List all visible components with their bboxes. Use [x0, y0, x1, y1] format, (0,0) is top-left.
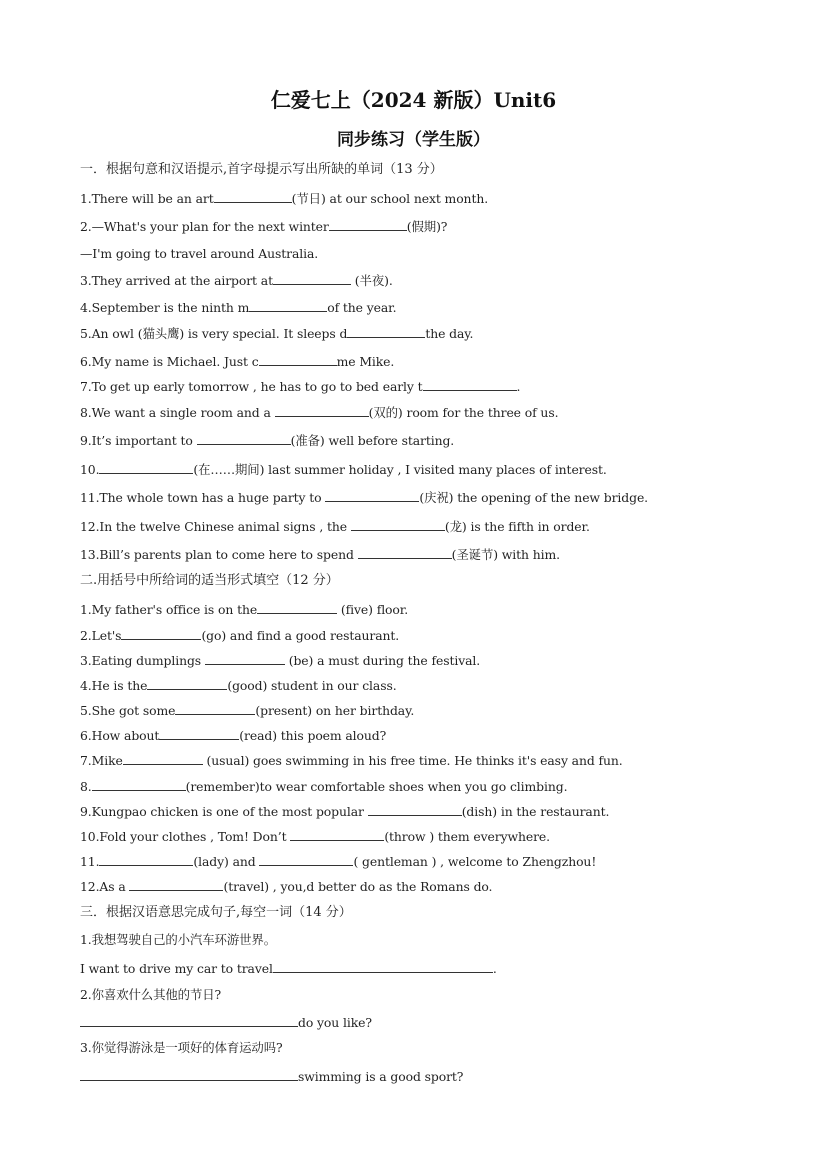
s2-item-12: 12.As a (travel) , you,d better do as the Romans do.	[80, 879, 493, 894]
section1-heading: 一．根据句意和汉语提示,首字母提示写出所缺的单词（13 分）	[80, 162, 443, 177]
answer-blank[interactable]	[80, 1068, 298, 1081]
answer-blank[interactable]	[147, 677, 227, 690]
answer-blank[interactable]	[368, 803, 462, 816]
answer-blank[interactable]	[214, 190, 292, 203]
s2-item-2: 2.Let's (go) and find a good restaurant.	[80, 628, 400, 643]
s1-item-5: 5.An owl (猫头鹰) is very special. It sleeps d the day.	[80, 326, 474, 341]
s2-item-11: 11. (lady) and ( gentleman ) , welcome to Zhengzhou!	[80, 854, 597, 869]
s3-item-3-cn: 3.你觉得游泳是一项好的体育运动吗?	[80, 1040, 283, 1055]
s2-item-3: 3.Eating dumplings (be) a must during the festival.	[80, 653, 481, 668]
answer-blank[interactable]	[159, 727, 239, 740]
s3-item-2: do you like?	[80, 1014, 372, 1031]
s1-item-4: 4.September is the ninth m of the year.	[80, 300, 397, 315]
s1-item-1: 1.There will be an art (节日) at our school next month.	[80, 191, 489, 206]
s1-item-2-reply: —I'm going to travel around Australia.	[80, 246, 319, 261]
s2-item-6: 6.How about (read) this poem aloud?	[80, 728, 387, 743]
answer-blank[interactable]	[129, 878, 223, 891]
page-subtitle: 同步练习（学生版）	[337, 130, 490, 150]
s2-item-8: 8. (remember)to wear comfortable shoes when you go climbing.	[80, 779, 568, 794]
answer-blank[interactable]	[249, 299, 327, 312]
s1-item-10: 10. (在……期间) last summer holiday , I visited many places of interest.	[80, 462, 607, 477]
answer-blank[interactable]	[358, 546, 452, 559]
page-title: 仁爱七上（2024 新版）Unit6	[270, 88, 557, 112]
s1-item-6: 6.My name is Michael. Just c me Mike.	[80, 354, 395, 369]
answer-blank[interactable]	[423, 378, 517, 391]
answer-blank[interactable]	[99, 461, 193, 474]
answer-blank[interactable]	[257, 601, 337, 614]
s3-item-3: swimming is a good sport?	[80, 1068, 463, 1085]
answer-blank[interactable]	[175, 702, 255, 715]
answer-blank[interactable]	[347, 325, 425, 338]
s1-item-7: 7.To get up early tomorrow , he has to go to bed early t .	[80, 379, 521, 394]
answer-blank[interactable]	[273, 960, 493, 973]
answer-blank[interactable]	[273, 272, 351, 285]
answer-blank[interactable]	[290, 828, 384, 841]
s2-item-7: 7.Mike (usual) goes swimming in his free time. He thinks it's easy and fun.	[80, 753, 623, 768]
s3-item-1-cn: 1.我想驾驶自己的小汽车环游世界。	[80, 932, 276, 947]
s1-item-2: 2.—What's your plan for the next winter (假期)?	[80, 219, 448, 234]
s1-item-13: 13.Bill’s parents plan to come here to spend (圣诞节) with him.	[80, 547, 561, 562]
answer-blank[interactable]	[205, 652, 285, 665]
answer-blank[interactable]	[197, 432, 291, 445]
section2-heading: 二.用括号中所给词的适当形式填空（12 分）	[80, 573, 339, 588]
answer-blank[interactable]	[259, 853, 353, 866]
answer-blank[interactable]	[123, 752, 203, 765]
answer-blank[interactable]	[99, 853, 193, 866]
answer-blank[interactable]	[92, 778, 186, 791]
s3-item-2-cn: 2.你喜欢什么其他的节日?	[80, 987, 222, 1002]
s1-item-8: 8.We want a single room and a (双的) room for the three of us.	[80, 405, 559, 420]
answer-blank[interactable]	[259, 353, 337, 366]
s2-item-1: 1.My father's office is on the (five) floor.	[80, 602, 409, 617]
s1-item-3: 3.They arrived at the airport at (半夜).	[80, 273, 393, 288]
s1-item-9: 9.It’s important to (准备) well before starting.	[80, 433, 455, 448]
s2-item-9: 9.Kungpao chicken is one of the most popular (dish) in the restaurant.	[80, 804, 610, 819]
s3-item-1: I want to drive my car to travel .	[80, 961, 497, 976]
s2-item-4: 4.He is the (good) student in our class.	[80, 678, 397, 693]
answer-blank[interactable]	[325, 489, 419, 502]
s1-item-12: 12.In the twelve Chinese animal signs , the (龙) is the fifth in order.	[80, 519, 590, 534]
section3-heading: 三．根据汉语意思完成句子,每空一词（14 分）	[80, 905, 352, 920]
answer-blank[interactable]	[351, 518, 445, 531]
answer-blank[interactable]	[121, 627, 201, 640]
answer-blank[interactable]	[329, 218, 407, 231]
s1-item-11: 11.The whole town has a huge party to (庆祝) the opening of the new bridge.	[80, 490, 649, 505]
answer-blank[interactable]	[275, 404, 369, 417]
s2-item-10: 10.Fold your clothes , Tom! Don’t (throw ) them everywhere.	[80, 829, 550, 844]
answer-blank[interactable]	[80, 1014, 298, 1027]
s2-item-5: 5.She got some (present) on her birthday.	[80, 703, 415, 718]
